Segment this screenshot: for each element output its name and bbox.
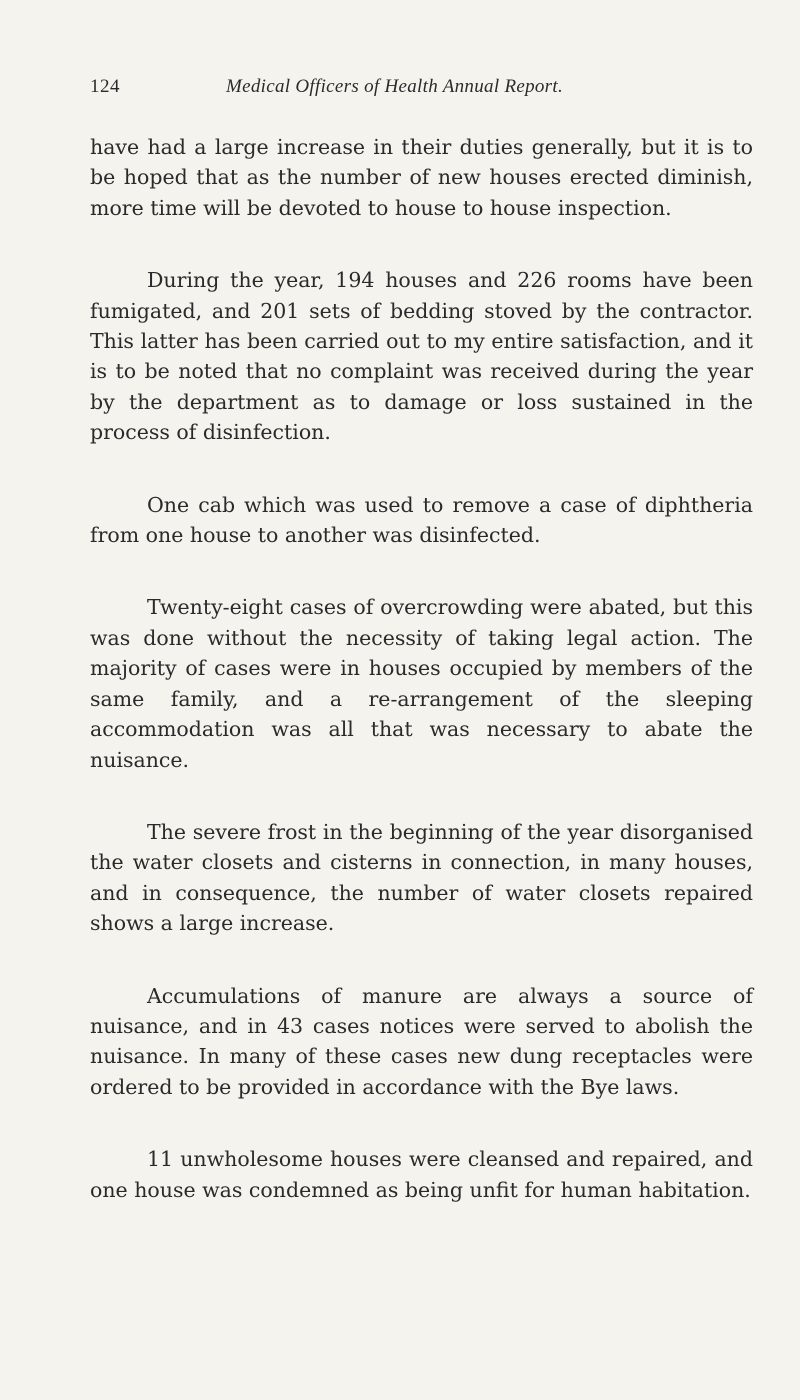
page-number: 124 — [90, 76, 120, 97]
paragraph-unwholesome-houses: 11 unwholesome houses were cleansed and repaired, and one house was condemned as being unfit for human habitation. — [90, 1147, 753, 1202]
running-title: Medical Officers of Health Annual Report. — [226, 76, 564, 97]
paragraph-cab-disinfection: One cab which was used to remove a case of diphtheria from one house to another was disinfected. — [90, 492, 753, 548]
body-text — [90, 132, 753, 1247]
paragraph-fumigation: During the year, 194 houses and 226 rooms have been fumigated, and 201 sets of bedding stoved by the contractor. This latter has been carried out to my entire satisfaction, and it is to be noted that no complaint was received during the year by the department as to damage or loss sustained in the process of disinfection. — [90, 268, 753, 445]
running-head — [90, 76, 750, 106]
paragraph-frost-water-closets: The severe frost in the beginning of the year disorganised the water closets and cisterns in connection, in many houses, and in consequence, the number of water closets repaired shows a large increase. — [90, 819, 753, 936]
paragraph-manure-accumulations: Accumulations of manure are always a source of nuisance, and in 43 cases notices were served to abolish the nuisance. In many of these cases new dung receptacles were ordered to be provided in accordance with the Bye laws. — [90, 983, 753, 1099]
paragraph-continuation: have had a large increase in their duties generally, but it is to be hoped that as the number of new houses erected diminish, more time will be devoted to house to house inspection. — [90, 135, 753, 220]
paragraph-overcrowding: Twenty-eight cases of overcrowding were abated, but this was done without the necessity of taking legal action. The majority of cases were in houses occupied by members of the same family, and a re-arrangement of the sleeping accommodation was all that was necessary to abate the nuisance. — [90, 595, 753, 772]
